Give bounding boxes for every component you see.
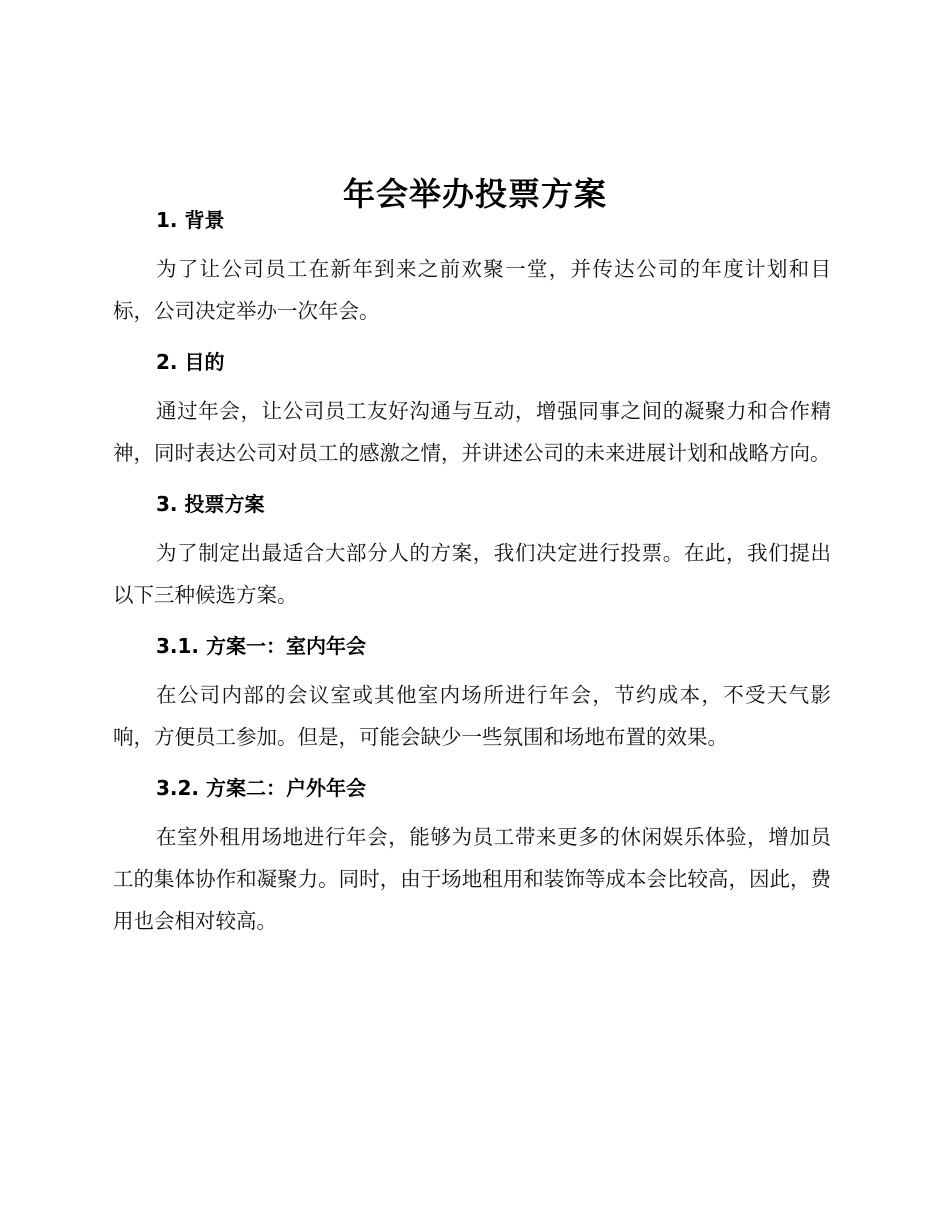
section-heading: 1. 背景 — [156, 208, 225, 232]
section-paragraph: 在公司内部的会议室或其他室内场所进行年会，节约成本，不受天气影响，方便员工参加。但是，可能会缺少一些氛围和场地布置的效果。 — [113, 683, 831, 749]
section-paragraph: 在室外租用场地进行年会，能够为员工带来更多的休闲娱乐体验，增加员工的集体协作和凝聚力。同时，由于场地租用和装饰等成本会比较高，因此，费用也会相对较高。 — [113, 825, 831, 933]
section-background — [113, 200, 831, 332]
section-purpose — [113, 342, 831, 474]
section-option-outdoor — [113, 768, 831, 942]
section-heading: 3.1. 方案一：室内年会 — [156, 634, 366, 658]
section-paragraph: 为了制定出最适合大部分人的方案，我们决定进行投票。在此，我们提出以下三种候选方案。 — [113, 541, 831, 607]
document-body — [113, 200, 831, 952]
section-paragraph: 通过年会，让公司员工友好沟通与互动，增强同事之间的凝聚力和合作精神，同时表达公司对员工的感激之情，并讲述公司的未来进展计划和战略方向。 — [113, 399, 831, 465]
section-heading: 2. 目的 — [156, 350, 225, 374]
document-title: 年会举办投票方案 — [342, 175, 607, 214]
section-heading: 3.2. 方案二：户外年会 — [156, 776, 366, 800]
section-voting-plan — [113, 484, 831, 616]
section-heading: 3. 投票方案 — [156, 492, 265, 516]
section-option-indoor — [113, 626, 831, 758]
section-paragraph: 为了让公司员工在新年到来之前欢聚一堂，并传达公司的年度计划和目标，公司决定举办一次年会。 — [113, 257, 831, 323]
